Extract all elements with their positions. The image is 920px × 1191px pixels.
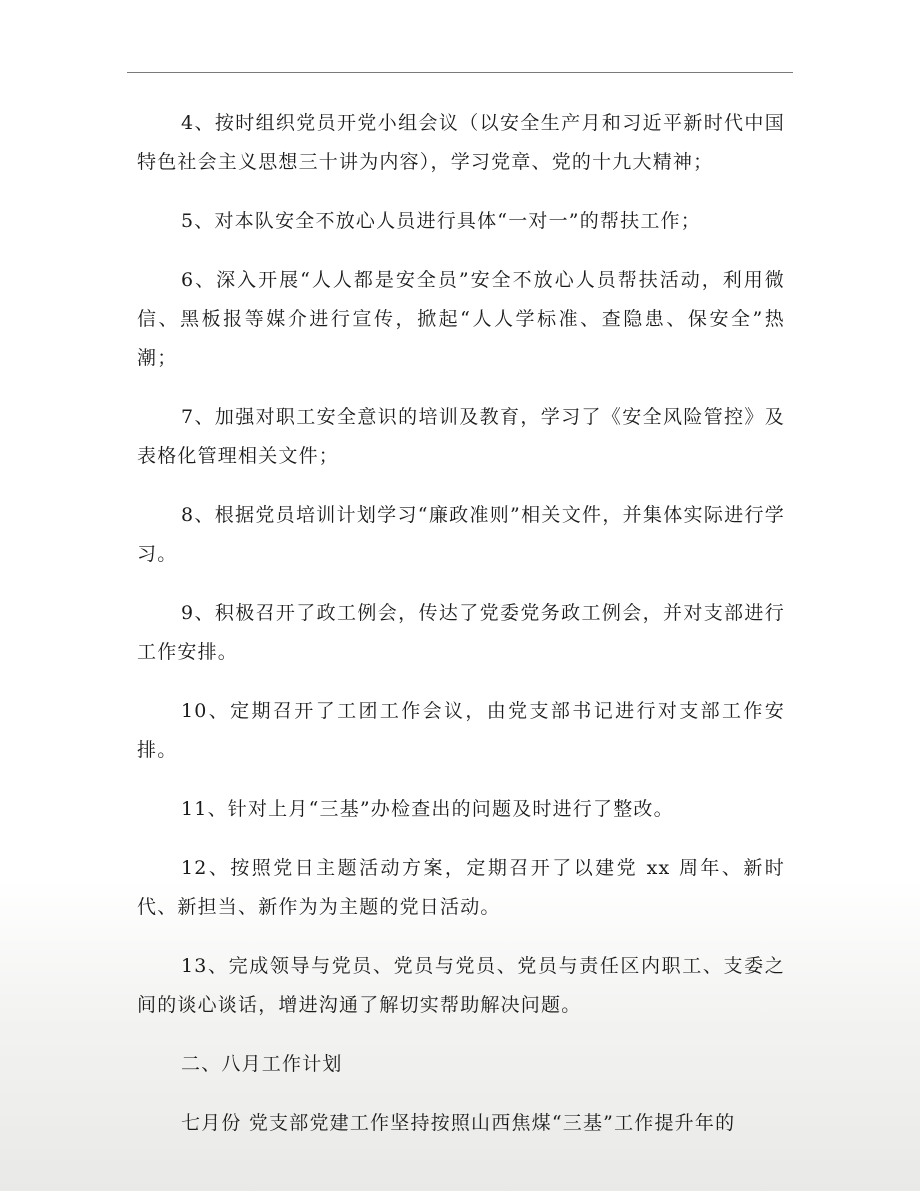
paragraph-item-5: 5、对本队安全不放心人员进行具体“一对一”的帮扶工作； xyxy=(181,210,701,232)
header-rule xyxy=(127,72,793,73)
paragraph-plan-intro: 七月份 党支部党建工作坚持按照山西焦煤“三基”工作提升年的 xyxy=(181,1112,736,1134)
paragraph-item-9: 9、积极召开了政工例会，传达了党委党务政工例会，并对支部进行工作安排。 xyxy=(137,602,785,663)
paragraph-item-11: 11、针对上月“三基”办检查出的问题及时进行了整改。 xyxy=(181,798,674,820)
section-heading: 二、八月工作计划 xyxy=(181,1053,343,1075)
paragraph-item-7: 7、加强对职工安全意识的培训及教育，学习了《安全风险管控》及表格化管理相关文件； xyxy=(137,406,785,467)
paragraph-item-13: 13、完成领导与党员、党员与党员、党员与责任区内职工、支委之间的谈心谈话，增进沟通了解切实帮助解决问题。 xyxy=(137,955,785,1016)
paragraph-item-8: 8、根据党员培训计划学习“廉政准则”相关文件，并集体实际进行学习。 xyxy=(137,504,785,565)
document-body xyxy=(137,104,785,1143)
paragraph-item-12: 12、按照党日主题活动方案，定期召开了以建党 xx 周年、新时代、新担当、新作为为主题的党日活动。 xyxy=(137,857,785,918)
paragraph-item-10: 10、定期召开了工团工作会议，由党支部书记进行对支部工作安排。 xyxy=(137,700,785,761)
paragraph-item-6: 6、深入开展“人人都是安全员”安全不放心人员帮扶活动，利用微信、黑板报等媒介进行宣传，掀起“人人学标准、查隐患、保安全”热潮； xyxy=(137,269,785,369)
paragraph-item-4: 4、按时组织党员开党小组会议（以安全生产月和习近平新时代中国特色社会主义思想三十讲为内容），学习党章、党的十九大精神； xyxy=(137,112,785,173)
